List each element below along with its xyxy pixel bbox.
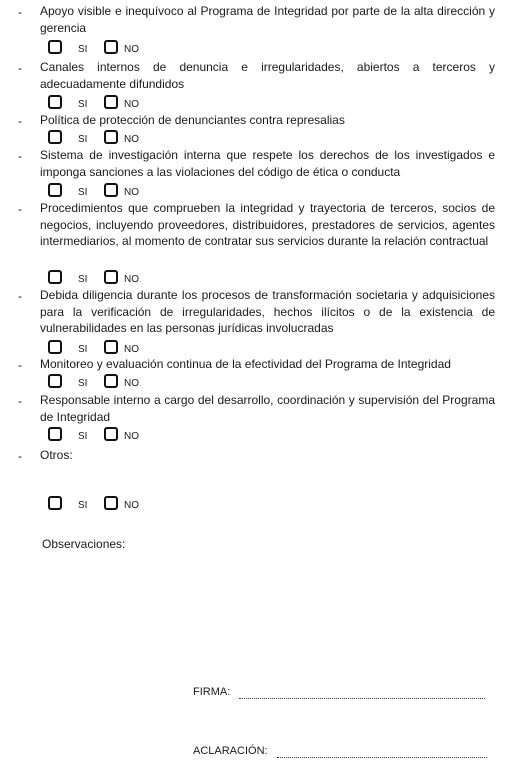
no-checkbox[interactable] — [104, 270, 118, 284]
si-checkbox[interactable] — [48, 496, 62, 510]
si-checkbox[interactable] — [48, 374, 62, 388]
item-text: Política de protección de denunciantes contra represalias — [40, 113, 345, 127]
si-label: SI — [78, 344, 88, 355]
item-text: Debida diligencia durante los procesos de transformación societaria y adquisiciones para la verificación de irregularidades, hechos ilícitos o de la existencia de vulnerabilidades en las personas jurídicas involucradas — [40, 288, 495, 335]
item-text: Responsable interno a cargo del desarrollo, coordinación y supervisión del Programa de Integridad — [40, 393, 495, 424]
list-dash: - — [18, 114, 22, 128]
no-label: NO — [124, 274, 139, 285]
no-label: NO — [124, 500, 139, 511]
item-text: Canales internos de denuncia e irregularidades, abiertos a terceros y adecuadamente difundidos — [40, 60, 495, 91]
si-label: SI — [78, 274, 88, 285]
no-checkbox[interactable] — [104, 374, 118, 388]
no-label: NO — [124, 44, 139, 55]
si-label: SI — [78, 431, 88, 442]
clarification-line — [193, 745, 487, 758]
no-checkbox[interactable] — [104, 95, 118, 109]
yes-no-choice — [48, 183, 248, 201]
clarification-label: ACLARACIÓN: — [193, 745, 268, 757]
yes-no-choice — [48, 496, 248, 514]
si-checkbox[interactable] — [48, 270, 62, 284]
yes-no-choice — [48, 270, 248, 288]
si-label: SI — [78, 500, 88, 511]
si-checkbox[interactable] — [48, 340, 62, 354]
no-label: NO — [124, 378, 139, 389]
no-checkbox[interactable] — [104, 130, 118, 144]
item-text: Monitoreo y evaluación continua de la efectividad del Programa de Integridad — [40, 357, 451, 371]
no-label: NO — [124, 187, 139, 198]
list-dash: - — [18, 61, 22, 75]
si-label: SI — [78, 187, 88, 198]
no-checkbox[interactable] — [104, 427, 118, 441]
si-checkbox[interactable] — [48, 95, 62, 109]
si-label: SI — [78, 99, 88, 110]
list-dash: - — [18, 394, 22, 408]
yes-no-choice — [48, 95, 248, 113]
no-checkbox[interactable] — [104, 340, 118, 354]
item-text: Sistema de investigación interna que respete los derechos de los investigados e imponga sanciones a las violaciones del código de ética o conducta — [40, 148, 495, 179]
no-checkbox[interactable] — [104, 496, 118, 510]
yes-no-choice — [48, 374, 248, 392]
item-text: Procedimientos que comprueben la integridad y trayectoria de terceros, socios de negocios, incluyendo proveedores, distribuidores, prestadores de servicios, agentes intermediarios, al momento de contratar sus servicios durante la relación contractual — [40, 201, 495, 248]
yes-no-choice — [48, 40, 248, 58]
si-checkbox[interactable] — [48, 183, 62, 197]
list-dash: - — [18, 449, 22, 463]
no-label: NO — [124, 99, 139, 110]
item-text: Apoyo visible e inequívoco al Programa de Integridad por parte de la alta dirección y gerencia — [40, 4, 495, 35]
si-checkbox[interactable] — [48, 40, 62, 54]
item-text: Otros: — [40, 448, 73, 462]
si-label: SI — [78, 378, 88, 389]
clarification-field[interactable] — [277, 747, 487, 758]
no-checkbox[interactable] — [104, 40, 118, 54]
no-label: NO — [124, 344, 139, 355]
list-dash: - — [18, 202, 22, 216]
list-dash: - — [18, 149, 22, 163]
yes-no-choice — [48, 427, 248, 445]
si-label: SI — [78, 44, 88, 55]
signature-label: FIRMA: — [193, 686, 231, 698]
yes-no-choice — [48, 130, 248, 148]
list-dash: - — [18, 358, 22, 372]
observations-label: Observaciones: — [42, 537, 126, 551]
signature-field[interactable] — [239, 688, 485, 699]
si-checkbox[interactable] — [48, 130, 62, 144]
no-label: NO — [124, 431, 139, 442]
no-checkbox[interactable] — [104, 183, 118, 197]
list-dash: - — [18, 289, 22, 303]
si-checkbox[interactable] — [48, 427, 62, 441]
signature-line — [193, 686, 485, 699]
list-dash: - — [18, 5, 22, 19]
si-label: SI — [78, 134, 88, 145]
no-label: NO — [124, 134, 139, 145]
